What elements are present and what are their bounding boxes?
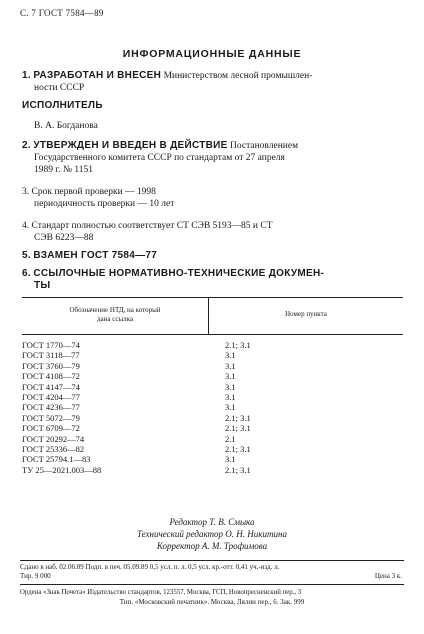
corrector: Корректор А. М. Трофимова — [156, 541, 268, 551]
item-3-text: Срок первой проверки — 1998 — [31, 187, 156, 197]
table-cell-clause: 2.1; 3.1 — [225, 444, 251, 455]
item-1 — [22, 70, 312, 82]
table-cell-clause: 2.1; 3.1 — [225, 412, 251, 423]
table-cell-document: ГОСТ 4108—72 — [22, 371, 80, 382]
table-cell-document: ГОСТ 4204—77 — [22, 392, 80, 403]
table-cell-document: ТУ 25—2021.003—88 — [22, 464, 102, 475]
item-2 — [22, 140, 298, 152]
item-1-text: Министерством лесной промышлен- — [161, 71, 313, 81]
executor-title: ИСПОЛНИТЕЛЬ — [22, 100, 103, 111]
item-6-cont: ТЫ — [34, 280, 51, 291]
item-2-title: УТВЕРЖДЕН И ВВЕДЕН В ДЕЙСТВИЕ — [33, 140, 228, 151]
item-1-cont: ности СССР — [34, 83, 85, 93]
item-1-title: РАЗРАБОТАН И ВНЕСЕН — [33, 70, 162, 81]
header-clause: Номер пункта — [285, 310, 327, 318]
table-cell-document: ГОСТ 25794.1—83 — [22, 454, 91, 465]
item-4-number: 4. — [22, 221, 30, 231]
item-5-title: ВЗАМЕН ГОСТ 7584—77 — [33, 250, 158, 261]
table-cell-document: ГОСТ 1770—74 — [22, 340, 80, 350]
editor: Редактор Т. В. Смыка — [169, 517, 255, 527]
item-5-number: 5. — [22, 250, 31, 261]
tech-editor: Технический редактор О. Н. Никитина — [137, 529, 287, 539]
references-table — [22, 297, 403, 475]
page-number: С. 7 ГОСТ 7584—89 — [20, 8, 104, 18]
table-cell-document: ГОСТ 3760—79 — [22, 360, 80, 371]
imprint-printer: Тип. «Московский печатник». Москва, Лялин пер., 6. Зак. 999 — [119, 598, 305, 606]
table-cell-clause: 3.1 — [225, 360, 236, 371]
item-3-number: 3. — [22, 187, 30, 197]
item-5 — [22, 250, 157, 262]
table-cell-document: ГОСТ 25336—82 — [22, 444, 85, 455]
table-cell-clause: 3.1 — [225, 371, 236, 382]
table-cell-clause: 3.1 — [225, 392, 236, 403]
table-cell-clause: 3.1 — [225, 402, 236, 413]
imprint-price: Цена 3 к. — [374, 572, 402, 580]
table-cell-document: ГОСТ 3118—77 — [22, 350, 80, 361]
table-cell-clause: 2.1; 3.1 — [225, 464, 251, 475]
item-3-cont: периодичность проверки — 10 лет — [34, 199, 175, 209]
item-2-number: 2. — [22, 140, 31, 151]
table-cell-clause: 2.1 — [225, 433, 236, 444]
table-cell-document: ГОСТ 20292—74 — [22, 433, 85, 444]
table-cell-document: ГОСТ 6709—72 — [22, 423, 80, 434]
item-4-text: Стандарт полностью соответствует СТ СЭВ 5193—85 и СТ — [31, 221, 273, 231]
item-6-title: ССЫЛОЧНЫЕ НОРМАТИВНО-ТЕХНИЧЕСКИЕ ДОКУМЕН- — [33, 268, 325, 279]
table-cell-clause: 3.1 — [225, 350, 236, 361]
item-4 — [22, 220, 273, 232]
header-document: Обозначение НТД, на который дана ссылка — [22, 298, 209, 334]
item-2-cont2: 1989 г. № 1151 — [34, 165, 94, 175]
table-cell-document: ГОСТ 4147—74 — [22, 381, 80, 392]
imprint-publisher: Ордена «Знак Почета» Издательство стандартов, 123557, Москва, ГСП, Новопресненский пер., 3 — [20, 589, 302, 596]
imprint-run: Тир. 9 000 — [20, 572, 51, 580]
item-3 — [22, 186, 156, 198]
table-cell-clause: 2.1; 3.1 — [225, 423, 251, 434]
item-2-text: Постановлением — [227, 141, 299, 151]
document-column — [22, 340, 209, 475]
table-cell-document: ГОСТ 4236—77 — [22, 402, 80, 413]
table-cell-clause: 3.1 — [225, 454, 236, 465]
item-2-cont: Государственного комитета СССР по стандартам от 27 апреля — [34, 153, 285, 163]
table-cell-clause: 3.1 — [225, 381, 236, 392]
item-4-cont: СЭВ 6223—88 — [34, 233, 94, 243]
table-cell-clause: 2.1; 3.1 — [225, 340, 251, 350]
clause-column — [209, 340, 251, 475]
table-body — [22, 335, 403, 475]
page-title: ИНФОРМАЦИОННЫЕ ДАННЫЕ — [122, 48, 302, 60]
item-1-number: 1. — [22, 70, 31, 81]
divider — [20, 584, 404, 585]
item-6-number: 6. — [22, 268, 31, 279]
divider — [20, 560, 404, 561]
executor-name: В. А. Богданова — [34, 121, 98, 131]
item-6 — [22, 268, 324, 280]
table-cell-document: ГОСТ 5072—79 — [22, 412, 80, 423]
imprint-line-1: Сдано в наб. 02.06.89 Подп. в печ. 05.09.89 0,5 усл. п. л. 0,5 усл. кр.-отт. 0,41 уч.-изд. л. — [20, 563, 280, 571]
table-header — [22, 298, 403, 335]
